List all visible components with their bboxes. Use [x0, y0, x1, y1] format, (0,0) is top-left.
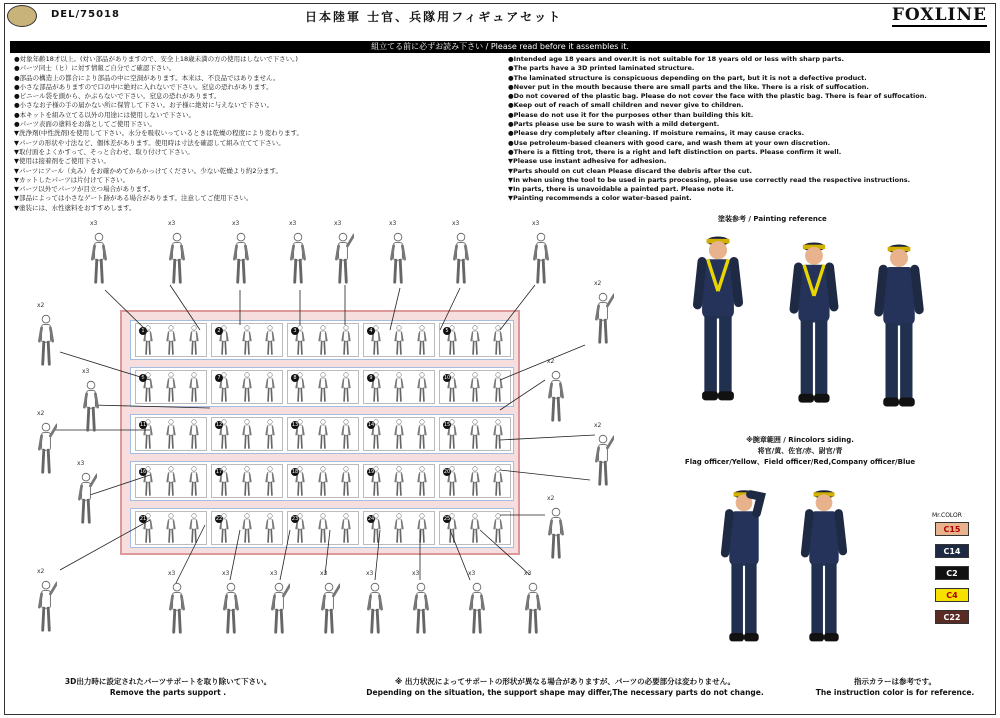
- painting-reference-title: 塗装参考 / Painting reference: [718, 215, 827, 223]
- note-line: ●Never put in the mouth because there are small parts and the like. There is a risk of suffocation.: [508, 82, 869, 91]
- note-line: ●Parts please use be sure to wash with a mild detergent.: [508, 120, 720, 129]
- note-line: ●小さなお子様の手の届かない所に保管して下さい。お子様に絶対に与えないで下さい。: [14, 101, 274, 110]
- quantity-label: x3: [320, 570, 328, 577]
- quantity-label: x2: [547, 358, 555, 365]
- note-line: ●Keep out of reach of small children and never give to children.: [508, 101, 744, 110]
- figure-part: [80, 378, 102, 438]
- part-number-badge: 16: [139, 469, 147, 475]
- color-swatch: C4: [935, 588, 969, 602]
- note-line: ●ビニール袋を頭から、かぶらないで下さい。窒息の恐れがあります。: [14, 92, 221, 101]
- part-number-badge: 2: [215, 327, 223, 335]
- part-number-badge: 8: [291, 374, 299, 382]
- quantity-label: x3: [389, 220, 397, 227]
- figure-part: [75, 470, 97, 530]
- note-line: ●Please dry completely after cleaning. If moisture remains, it may cause cracks.: [508, 129, 805, 138]
- quantity-label: x3: [77, 460, 85, 467]
- figure-part: [466, 580, 488, 640]
- quantity-label: x3: [334, 220, 342, 227]
- note-line: ▼Parts should on cut clean Please discard the debris after the cut.: [508, 166, 752, 175]
- figure-part: [545, 505, 567, 565]
- part-number-badge: 19: [367, 469, 375, 475]
- figure-part: [166, 230, 188, 290]
- part-number-badge: 7: [215, 374, 223, 382]
- part-number-badge: 9: [367, 374, 375, 382]
- figure-part: [522, 580, 544, 640]
- support-note: 3D出力時に設定されたパーツサポートを取り除いて下さい。 Remove the parts support .: [64, 677, 272, 697]
- note-line: ▼部品によっては小さなゲート跡がある場合があります。注意してご使用下さい。: [14, 194, 253, 203]
- quantity-label: x2: [547, 495, 555, 502]
- figure-part: [35, 578, 57, 638]
- note-line: ▼In parts, there is unavoidable a painted part. Please note it.: [508, 185, 734, 194]
- figure-part: [592, 290, 614, 350]
- reference-color-note: 指示カラーは参考です。 The instruction color is for reference.: [815, 677, 975, 697]
- quantity-label: x3: [168, 220, 176, 227]
- color-swatch: C22: [935, 610, 969, 624]
- part-number-badge: 12: [215, 422, 223, 428]
- figure-part: [287, 230, 309, 290]
- note-line: ▼Please use instant adhesive for adhesion.: [508, 157, 667, 166]
- note-line: ●Do not covered of the plastic bag. Please do not cover the face with the plastic bag. There is fear of suffocation.: [508, 92, 927, 101]
- figure-part: [230, 230, 252, 290]
- figure-part: [88, 230, 110, 290]
- note-line: ●パーツ同士（ヒ）に対す情報ご自分でご確認下さい。: [14, 64, 176, 73]
- figure-part: [530, 230, 552, 290]
- part-number-badge: 11: [139, 422, 147, 428]
- quantity-label: x3: [289, 220, 297, 227]
- note-line: ●パーツ表面の塗料をお落としてご使用下さい。: [14, 120, 156, 129]
- quantity-label: x3: [524, 570, 532, 577]
- part-number-badge: 24: [367, 516, 375, 522]
- note-line: ▼取付面をよくかすって、そっと合わせ、取り付けて下さい。: [14, 147, 194, 156]
- quantity-label: x2: [37, 302, 45, 309]
- note-line: ▼使用は接着剤をご使用下さい。: [14, 157, 110, 166]
- color-swatch: C2: [935, 566, 969, 580]
- note-line: ●Please do not use it for the purposes other than building this kit.: [508, 110, 754, 119]
- quantity-label: x3: [232, 220, 240, 227]
- quantity-label: x2: [37, 568, 45, 575]
- armband-caption: ※腕章範囲 / Rincolors siding. 将官/黄、佐官/赤、尉官/青 Flag officer/Yellow、Field officer/Red,Company officer/Blue: [684, 436, 916, 466]
- part-number-badge: 6: [139, 374, 147, 382]
- figure-part: [318, 580, 340, 640]
- color-legend-title: Mr.COLOR: [932, 512, 962, 519]
- part-number-badge: 15: [443, 422, 451, 428]
- figure-part: [35, 312, 57, 372]
- color-swatch: C14: [935, 544, 969, 558]
- part-number-badge: 13: [291, 422, 299, 428]
- color-swatch: C15: [935, 522, 969, 536]
- quantity-label: x3: [452, 220, 460, 227]
- note-line: ●The parts have a 3D printed laminated structure.: [508, 64, 695, 73]
- note-line: ●Use petroleum-based cleaners with good care, and wash them at your own discretion.: [508, 138, 831, 147]
- quantity-label: x3: [468, 570, 476, 577]
- part-number-badge: 3: [291, 327, 299, 335]
- note-line: ▼カットしたパーツは片付けて下さい。: [14, 175, 130, 184]
- notice-bar: 組立てる前に必ずお読み下さい / Please read before it assembles it.: [10, 41, 990, 53]
- figure-part: [166, 580, 188, 640]
- note-line: ▼In when using the tool to be used in parts processing, please use correctly read the respective instructions.: [508, 175, 911, 184]
- quantity-label: x3: [222, 570, 230, 577]
- figure-part: [387, 230, 409, 290]
- note-line: ●本キットを組み立てる以外の用途には使用しないで下さい。: [14, 110, 196, 119]
- part-number-badge: 18: [291, 469, 299, 475]
- quantity-label: x3: [532, 220, 540, 227]
- note-line: ▼洗浄剤(中性洗剤)を使用して下さい。水分を吸収いっているときは乾燥の程度により変わります。: [14, 129, 304, 138]
- brand-name: FOXLINE: [891, 5, 987, 25]
- product-title: 日本陸軍 士官、兵隊用フィギュアセット: [305, 10, 563, 24]
- note-line: ▼パーツ以外でパーツが目立つ場合があります。: [14, 185, 155, 194]
- note-line: ●There is a fitting trot, there is a right and left distinction on parts. Please confirm it well.: [508, 147, 842, 156]
- note-line: ▼Painting recommends a color water-based paint.: [508, 194, 692, 203]
- quantity-label: x2: [37, 410, 45, 417]
- part-number-badge: 23: [291, 516, 299, 522]
- part-number-badge: 10: [443, 375, 451, 381]
- figure-part: [410, 580, 432, 640]
- figure-part: [268, 580, 290, 640]
- part-number-badge: 20: [443, 469, 451, 475]
- quantity-label: x2: [594, 422, 602, 429]
- part-number-badge: 4: [367, 327, 375, 335]
- quantity-label: x3: [90, 220, 98, 227]
- note-line: ▼塗装には、水性塗料をおすすめします。: [14, 203, 136, 212]
- figure-part: [220, 580, 242, 640]
- quantity-label: x3: [412, 570, 420, 577]
- note-line: ▼パーツにアール（丸み）をお確かめてからかっけてください。少ない乾燥より約2分ます。: [14, 166, 283, 175]
- figure-part: [592, 432, 614, 492]
- figure-part: [35, 420, 57, 480]
- note-line: ●小さな部品がありますので口の中に絶対に入れないで下さい。窒息の恐れがあります。: [14, 82, 273, 91]
- figure-part: [545, 368, 567, 428]
- situation-note: ※ 出力状況によってサポートの形状が異なる場合がありますが、パーツの必要部分は変わりません。 Depending on the situation, the support shape may differ,The necessary parts do not change.: [366, 677, 764, 697]
- part-number-badge: 22: [215, 516, 223, 522]
- quantity-label: x2: [594, 280, 602, 287]
- part-number-badge: 1: [139, 327, 147, 335]
- part-number-badge: 21: [139, 516, 147, 522]
- note-line: ●部品の構造上の都合により部品の中に空洞があります。本来は、不良品ではありません。: [14, 73, 280, 82]
- quantity-label: x3: [168, 570, 176, 577]
- quantity-label: x3: [366, 570, 374, 577]
- figure-part: [450, 230, 472, 290]
- part-number-badge: 25: [443, 516, 451, 522]
- quantity-label: x3: [270, 570, 278, 577]
- figure-part: [364, 580, 386, 640]
- figure-part: [332, 230, 354, 290]
- quantity-label: x3: [82, 368, 90, 375]
- note-line: ●対象年齢18才以上。(対い部品がありますので、安全上18歳未満の方の使用はしないで下さい。): [14, 55, 298, 63]
- part-number-badge: 5: [443, 327, 451, 335]
- note-line: ▼パーツの形状や寸法など、個体差があります。使用時は寸法を確認して組み立てて下さい。: [14, 138, 285, 147]
- product-code: DEL/75018: [51, 9, 120, 20]
- note-line: ●The laminated structure is conspicuous depending on the part, but it is not a defective product.: [508, 73, 867, 82]
- note-line: ●Intended age 18 years and over.It is not suitable for 18 years old or less with sharp parts.: [508, 55, 844, 63]
- part-number-badge: 14: [367, 422, 375, 428]
- part-number-badge: 17: [215, 469, 223, 475]
